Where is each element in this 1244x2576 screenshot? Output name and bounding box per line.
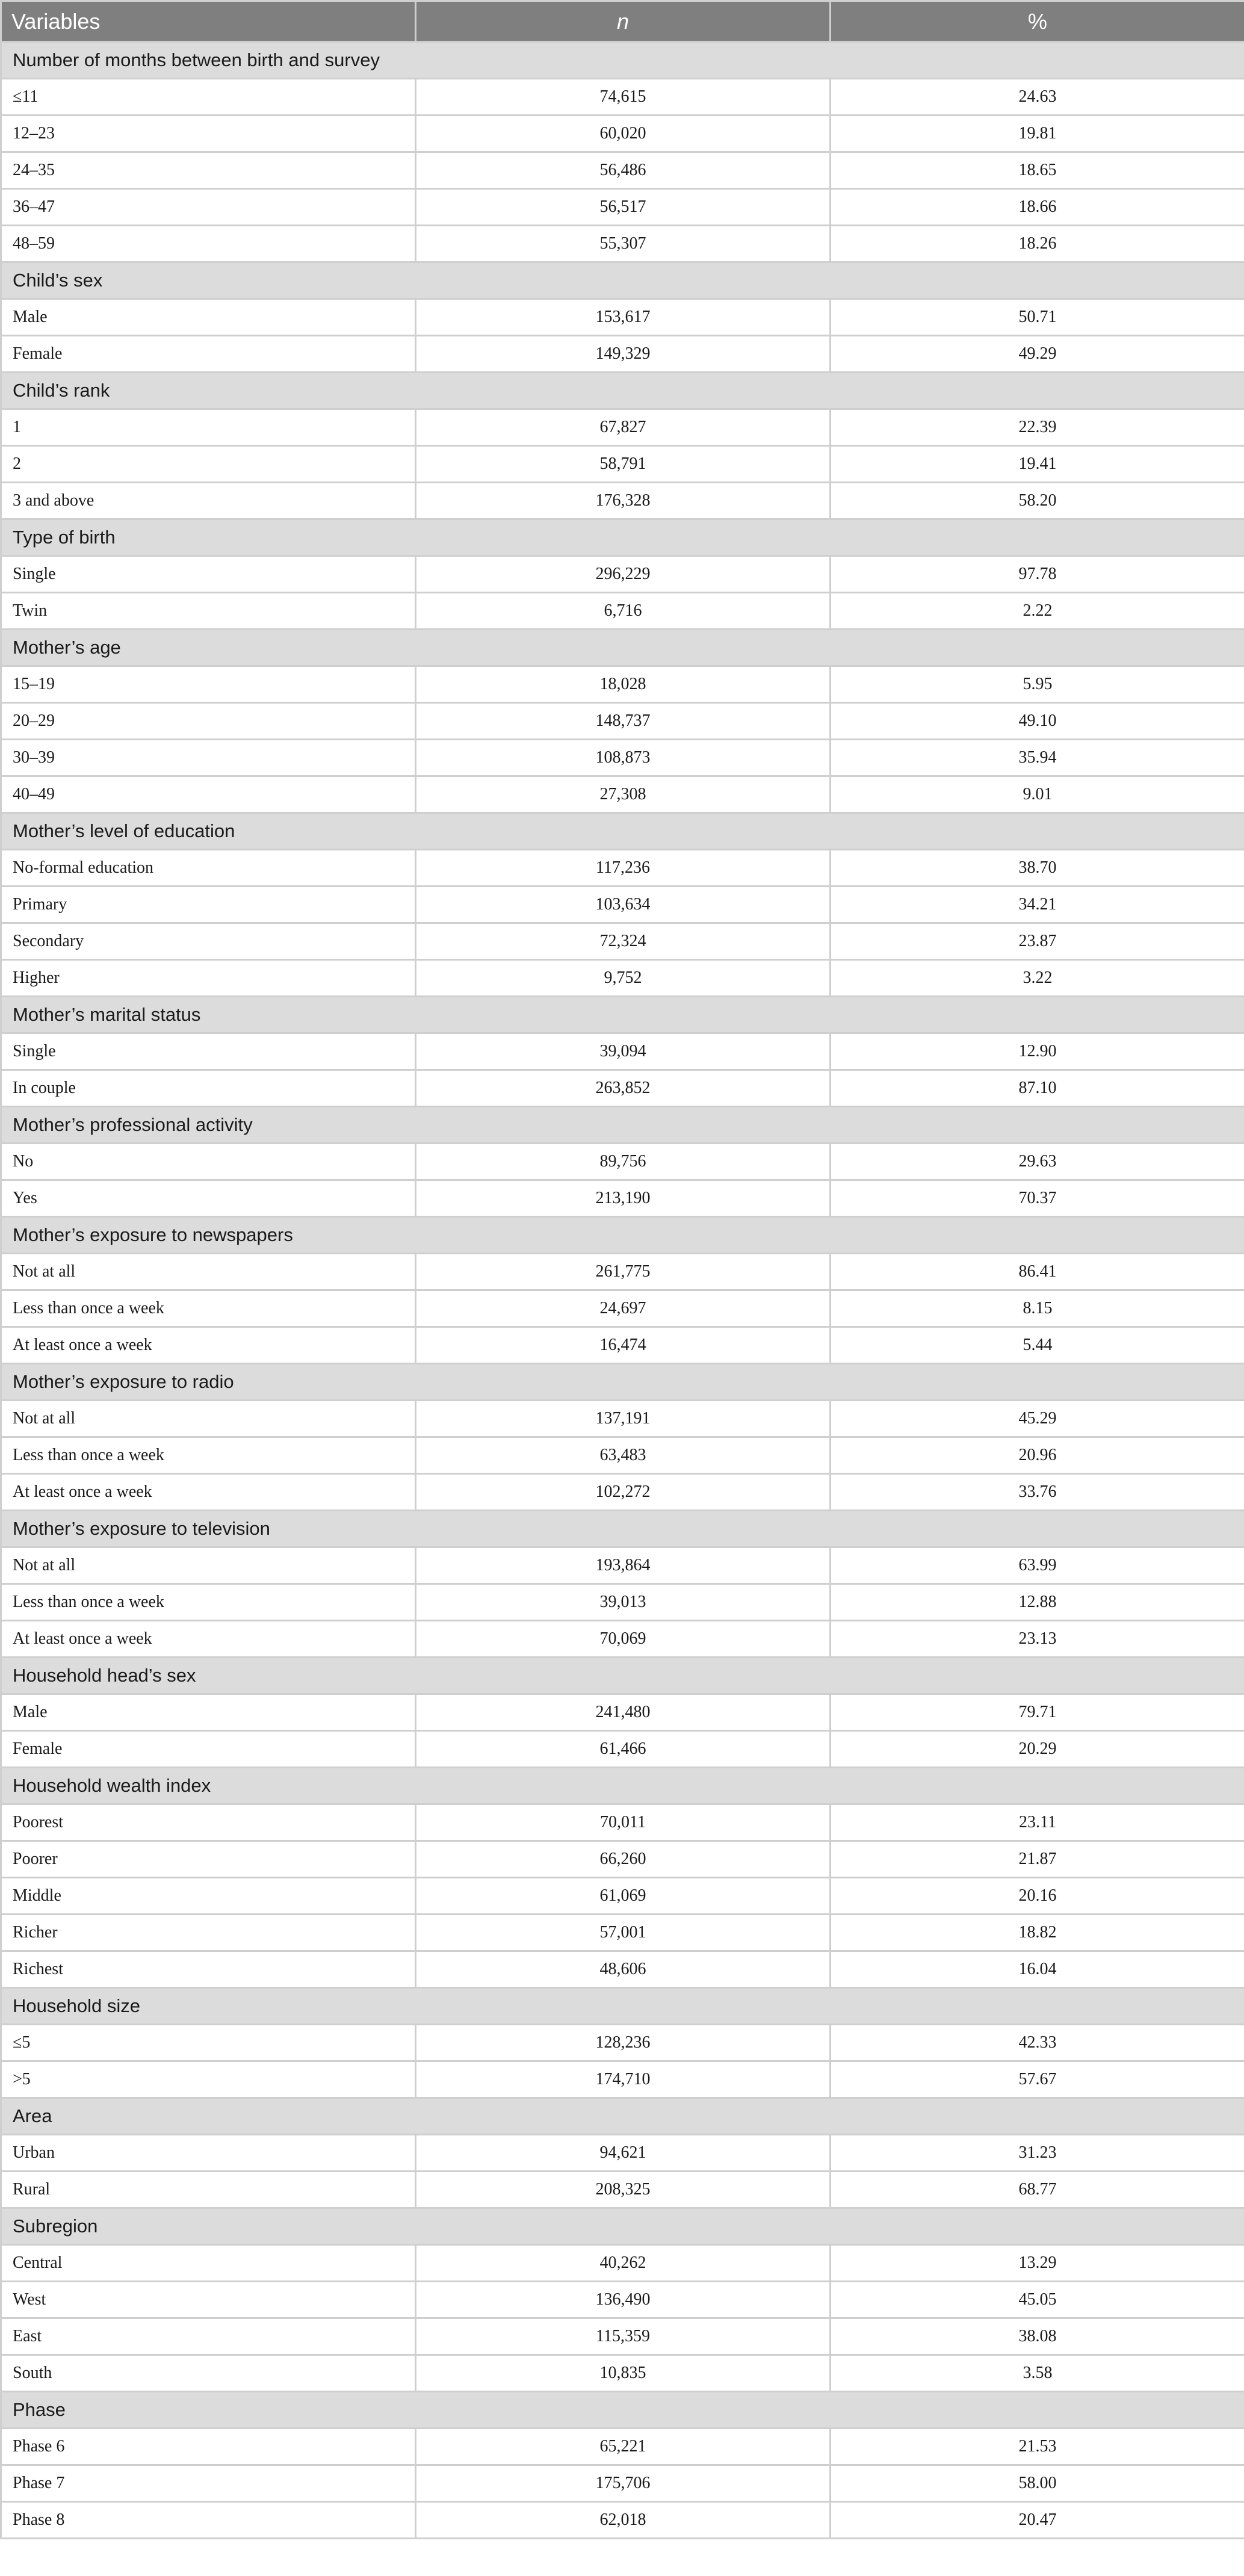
variable-label: Male — [1, 299, 416, 336]
group-header-row — [1, 1364, 1244, 1401]
percent-cell: 12.88 — [831, 1584, 1244, 1621]
percent-cell: 31.23 — [831, 2135, 1244, 2172]
count-cell: 24,697 — [416, 1290, 831, 1327]
percent-cell: 19.81 — [831, 116, 1244, 152]
group-header-row — [1, 1658, 1244, 1694]
count-cell: 74,615 — [416, 79, 831, 116]
variable-label: Central — [1, 2245, 416, 2282]
percent-cell: 18.66 — [831, 189, 1244, 226]
variable-label: Richer — [1, 1915, 416, 1951]
count-cell: 58,791 — [416, 446, 831, 483]
variable-label: Not at all — [1, 1254, 416, 1290]
percent-cell: 20.96 — [831, 1437, 1244, 1474]
percent-cell: 45.29 — [831, 1401, 1244, 1437]
percent-cell: 38.08 — [831, 2318, 1244, 2355]
group-title: Mother’s exposure to television — [1, 1511, 1244, 1547]
table-row — [1, 1290, 1244, 1327]
table-row — [1, 2135, 1244, 2172]
variable-label: Phase 6 — [1, 2429, 416, 2465]
group-title: Household wealth index — [1, 1768, 1244, 1804]
variable-label: Phase 7 — [1, 2465, 416, 2502]
group-title: Mother’s professional activity — [1, 1107, 1244, 1144]
table-row — [1, 703, 1244, 740]
count-cell: 193,864 — [416, 1547, 831, 1584]
table-row — [1, 850, 1244, 887]
count-cell: 65,221 — [416, 2429, 831, 2465]
variable-label: Higher — [1, 960, 416, 997]
count-cell: 67,827 — [416, 409, 831, 446]
group-header-row — [1, 519, 1244, 556]
table-row — [1, 1033, 1244, 1070]
percent-cell: 49.10 — [831, 703, 1244, 740]
percent-cell: 23.11 — [831, 1804, 1244, 1841]
percent-cell: 21.53 — [831, 2429, 1244, 2465]
count-cell: 136,490 — [416, 2282, 831, 2318]
count-cell: 61,466 — [416, 1731, 831, 1768]
table-row — [1, 1621, 1244, 1658]
group-header-row — [1, 813, 1244, 850]
count-cell: 40,262 — [416, 2245, 831, 2282]
table-row — [1, 189, 1244, 226]
table-row — [1, 1327, 1244, 1364]
table-row — [1, 2318, 1244, 2355]
group-header-row — [1, 997, 1244, 1033]
count-cell: 18,028 — [416, 666, 831, 703]
percent-cell: 18.65 — [831, 152, 1244, 189]
variable-label: 30–39 — [1, 740, 416, 776]
count-cell: 208,325 — [416, 2172, 831, 2208]
count-cell: 261,775 — [416, 1254, 831, 1290]
variable-label: Female — [1, 1731, 416, 1768]
variable-label: 1 — [1, 409, 416, 446]
table-row — [1, 593, 1244, 630]
table-row — [1, 152, 1244, 189]
table-row — [1, 1180, 1244, 1217]
percent-cell: 5.44 — [831, 1327, 1244, 1364]
count-cell: 55,307 — [416, 226, 831, 262]
count-cell: 70,011 — [416, 1804, 831, 1841]
group-title: Mother’s marital status — [1, 997, 1244, 1033]
percent-cell: 9.01 — [831, 776, 1244, 813]
table-row — [1, 2025, 1244, 2061]
table-row — [1, 116, 1244, 152]
group-title: Mother’s level of education — [1, 813, 1244, 850]
table-row — [1, 79, 1244, 116]
table-row — [1, 1401, 1244, 1437]
group-title: Type of birth — [1, 519, 1244, 556]
count-cell: 149,329 — [416, 336, 831, 373]
table-row — [1, 2282, 1244, 2318]
group-title: Household head’s sex — [1, 1658, 1244, 1694]
variable-label: No-formal education — [1, 850, 416, 887]
count-cell: 16,474 — [416, 1327, 831, 1364]
percent-cell: 57.67 — [831, 2061, 1244, 2098]
count-cell: 174,710 — [416, 2061, 831, 2098]
variable-label: 15–19 — [1, 666, 416, 703]
percent-cell: 13.29 — [831, 2245, 1244, 2282]
percent-cell: 5.95 — [831, 666, 1244, 703]
variable-label: Not at all — [1, 1547, 416, 1584]
variable-label: Phase 8 — [1, 2502, 416, 2539]
count-cell: 9,752 — [416, 960, 831, 997]
percent-cell: 58.00 — [831, 2465, 1244, 2502]
percent-cell: 3.58 — [831, 2355, 1244, 2392]
table-row — [1, 923, 1244, 960]
percent-cell: 29.63 — [831, 1144, 1244, 1180]
variable-label: Poorest — [1, 1804, 416, 1841]
percent-cell: 70.37 — [831, 1180, 1244, 1217]
count-cell: 56,486 — [416, 152, 831, 189]
group-header-row — [1, 2098, 1244, 2135]
table-row — [1, 226, 1244, 262]
percent-cell: 38.70 — [831, 850, 1244, 887]
table-row — [1, 1731, 1244, 1768]
group-title: Mother’s exposure to radio — [1, 1364, 1244, 1401]
variable-label: At least once a week — [1, 1621, 416, 1658]
count-cell: 63,483 — [416, 1437, 831, 1474]
variable-label: Single — [1, 556, 416, 593]
variable-label: Not at all — [1, 1401, 416, 1437]
variable-label: Rural — [1, 2172, 416, 2208]
group-title: Subregion — [1, 2208, 1244, 2245]
percent-cell: 35.94 — [831, 740, 1244, 776]
group-header-row — [1, 2208, 1244, 2245]
count-cell: 102,272 — [416, 1474, 831, 1511]
variable-label: Twin — [1, 593, 416, 630]
group-title: Mother’s exposure to newspapers — [1, 1217, 1244, 1254]
table-row — [1, 1878, 1244, 1915]
table-row — [1, 299, 1244, 336]
count-cell: 175,706 — [416, 2465, 831, 2502]
table-row — [1, 740, 1244, 776]
percent-cell: 49.29 — [831, 336, 1244, 373]
variable-label: 24–35 — [1, 152, 416, 189]
percent-cell: 24.63 — [831, 79, 1244, 116]
percent-cell: 45.05 — [831, 2282, 1244, 2318]
header-percent: % — [831, 1, 1244, 42]
percent-cell: 19.41 — [831, 446, 1244, 483]
count-cell: 89,756 — [416, 1144, 831, 1180]
variable-label: Single — [1, 1033, 416, 1070]
count-cell: 94,621 — [416, 2135, 831, 2172]
table-row — [1, 1437, 1244, 1474]
count-cell: 176,328 — [416, 483, 831, 519]
variable-label: At least once a week — [1, 1327, 416, 1364]
table-row — [1, 2172, 1244, 2208]
table-row — [1, 446, 1244, 483]
table-body — [1, 42, 1244, 2539]
table-row — [1, 2355, 1244, 2392]
percent-cell: 22.39 — [831, 409, 1244, 446]
percent-cell: 20.29 — [831, 1731, 1244, 1768]
variable-label: Richest — [1, 1951, 416, 1988]
table-row — [1, 1070, 1244, 1107]
variable-label: In couple — [1, 1070, 416, 1107]
count-cell: 39,094 — [416, 1033, 831, 1070]
percent-cell: 33.76 — [831, 1474, 1244, 1511]
count-cell: 70,069 — [416, 1621, 831, 1658]
header-row — [1, 1, 1244, 42]
percent-cell: 21.87 — [831, 1841, 1244, 1878]
table-row — [1, 2245, 1244, 2282]
percent-cell: 79.71 — [831, 1694, 1244, 1731]
percent-cell: 20.47 — [831, 2502, 1244, 2539]
variable-label: Female — [1, 336, 416, 373]
table-row — [1, 2502, 1244, 2539]
variable-label: 36–47 — [1, 189, 416, 226]
count-cell: 6,716 — [416, 593, 831, 630]
variable-label: Middle — [1, 1878, 416, 1915]
percent-cell: 23.13 — [831, 1621, 1244, 1658]
percent-cell: 18.26 — [831, 226, 1244, 262]
percent-cell: 23.87 — [831, 923, 1244, 960]
group-header-row — [1, 373, 1244, 409]
count-cell: 103,634 — [416, 887, 831, 923]
group-title: Phase — [1, 2392, 1244, 2429]
percent-cell: 87.10 — [831, 1070, 1244, 1107]
percent-cell: 2.22 — [831, 593, 1244, 630]
percent-cell: 3.22 — [831, 960, 1244, 997]
group-title: Household size — [1, 1988, 1244, 2025]
percent-cell: 34.21 — [831, 887, 1244, 923]
group-header-row — [1, 1217, 1244, 1254]
group-header-row — [1, 1988, 1244, 2025]
variable-label: ≤5 — [1, 2025, 416, 2061]
table-row — [1, 409, 1244, 446]
variable-label: No — [1, 1144, 416, 1180]
count-cell: 117,236 — [416, 850, 831, 887]
percent-cell: 97.78 — [831, 556, 1244, 593]
variable-label: West — [1, 2282, 416, 2318]
count-cell: 56,517 — [416, 189, 831, 226]
table-row — [1, 1841, 1244, 1878]
table-row — [1, 336, 1244, 373]
table-row — [1, 887, 1244, 923]
variable-label: Urban — [1, 2135, 416, 2172]
count-cell: 148,737 — [416, 703, 831, 740]
table-row — [1, 960, 1244, 997]
table-row — [1, 2465, 1244, 2502]
group-title: Mother’s age — [1, 630, 1244, 666]
variable-label: Primary — [1, 887, 416, 923]
group-header-row — [1, 262, 1244, 299]
variable-label: Male — [1, 1694, 416, 1731]
table-row — [1, 776, 1244, 813]
table-row — [1, 483, 1244, 519]
group-header-row — [1, 1768, 1244, 1804]
variable-label: 48–59 — [1, 226, 416, 262]
table-header — [1, 1, 1244, 42]
variable-label: East — [1, 2318, 416, 2355]
table-row — [1, 1584, 1244, 1621]
percent-cell: 12.90 — [831, 1033, 1244, 1070]
group-header-row — [1, 42, 1244, 79]
count-cell: 241,480 — [416, 1694, 831, 1731]
count-cell: 48,606 — [416, 1951, 831, 1988]
count-cell: 153,617 — [416, 299, 831, 336]
count-cell: 66,260 — [416, 1841, 831, 1878]
percent-cell: 42.33 — [831, 2025, 1244, 2061]
percent-cell: 86.41 — [831, 1254, 1244, 1290]
percent-cell: 20.16 — [831, 1878, 1244, 1915]
table-row — [1, 1254, 1244, 1290]
count-cell: 263,852 — [416, 1070, 831, 1107]
percent-cell: 8.15 — [831, 1290, 1244, 1327]
count-cell: 61,069 — [416, 1878, 831, 1915]
percent-cell: 18.82 — [831, 1915, 1244, 1951]
variable-label: Less than once a week — [1, 1290, 416, 1327]
group-header-row — [1, 630, 1244, 666]
variable-label: 3 and above — [1, 483, 416, 519]
variable-label: Less than once a week — [1, 1584, 416, 1621]
table-row — [1, 1694, 1244, 1731]
count-cell: 213,190 — [416, 1180, 831, 1217]
table-row — [1, 556, 1244, 593]
percent-cell: 68.77 — [831, 2172, 1244, 2208]
variable-label: ≤11 — [1, 79, 416, 116]
percent-cell: 16.04 — [831, 1951, 1244, 1988]
percent-cell: 50.71 — [831, 299, 1244, 336]
count-cell: 115,359 — [416, 2318, 831, 2355]
group-title: Area — [1, 2098, 1244, 2135]
count-cell: 296,229 — [416, 556, 831, 593]
variable-label: 12–23 — [1, 116, 416, 152]
group-title: Child’s rank — [1, 373, 1244, 409]
count-cell: 39,013 — [416, 1584, 831, 1621]
group-title: Number of months between birth and survey — [1, 42, 1244, 79]
count-cell: 10,835 — [416, 2355, 831, 2392]
table-row — [1, 1804, 1244, 1841]
table-row — [1, 1547, 1244, 1584]
count-cell: 72,324 — [416, 923, 831, 960]
count-cell: 128,236 — [416, 2025, 831, 2061]
variable-label: Yes — [1, 1180, 416, 1217]
variable-label: >5 — [1, 2061, 416, 2098]
header-n: n — [416, 1, 831, 42]
variable-label: 40–49 — [1, 776, 416, 813]
table-row — [1, 1951, 1244, 1988]
table-row — [1, 666, 1244, 703]
header-variables: Variables — [1, 1, 416, 42]
variable-label: 20–29 — [1, 703, 416, 740]
percent-cell: 63.99 — [831, 1547, 1244, 1584]
group-header-row — [1, 2392, 1244, 2429]
count-cell: 57,001 — [416, 1915, 831, 1951]
count-cell: 60,020 — [416, 116, 831, 152]
variable-label: Secondary — [1, 923, 416, 960]
table-row — [1, 1915, 1244, 1951]
table-row — [1, 2429, 1244, 2465]
count-cell: 27,308 — [416, 776, 831, 813]
table-row — [1, 2061, 1244, 2098]
group-title: Child’s sex — [1, 262, 1244, 299]
variable-label: Less than once a week — [1, 1437, 416, 1474]
count-cell: 62,018 — [416, 2502, 831, 2539]
table-row — [1, 1474, 1244, 1511]
group-header-row — [1, 1107, 1244, 1144]
variable-label: 2 — [1, 446, 416, 483]
table-row — [1, 1144, 1244, 1180]
group-header-row — [1, 1511, 1244, 1547]
count-cell: 137,191 — [416, 1401, 831, 1437]
count-cell: 108,873 — [416, 740, 831, 776]
percent-cell: 58.20 — [831, 483, 1244, 519]
variable-label: Poorer — [1, 1841, 416, 1878]
variable-label: South — [1, 2355, 416, 2392]
variable-label: At least once a week — [1, 1474, 416, 1511]
